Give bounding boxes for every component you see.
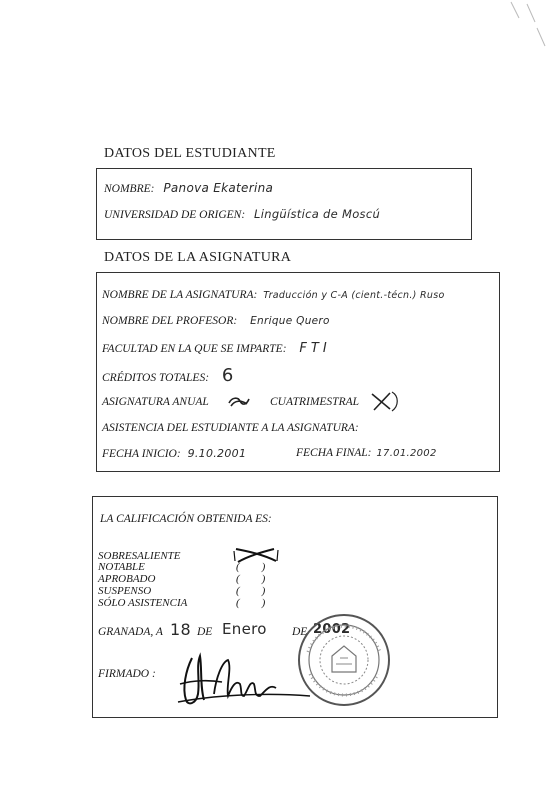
grade-title: LA CALIFICACIÓN OBTENIDA ES:	[100, 513, 272, 525]
firmado-label: FIRMADO :	[98, 668, 156, 680]
final-label: FECHA FINAL:	[296, 447, 372, 459]
grade-selected-mark	[232, 546, 282, 564]
cuatrimestral-row	[270, 396, 359, 408]
year-value: 2002	[313, 622, 351, 637]
grade-paren-aprobado: ( )	[236, 573, 266, 585]
fechas-row	[102, 447, 246, 460]
final-row	[296, 447, 437, 459]
profesor-row	[102, 315, 330, 327]
inicio-label: FECHA INICIO:	[102, 448, 181, 460]
student-section-title: DATOS DEL ESTUDIANTE	[104, 146, 276, 161]
asistencia-label: ASISTENCIA DEL ESTUDIANTE A LA ASIGNATURA:	[102, 422, 359, 434]
universidad-row	[104, 207, 380, 221]
facultad-row	[102, 341, 331, 356]
cuatrimestral-label: CUATRIMESTRAL	[270, 396, 360, 408]
inicio-value: 9.10.2001	[187, 447, 247, 460]
nombre-row	[104, 181, 273, 195]
scan-artifact	[505, 0, 550, 60]
place-label: GRANADA, A	[98, 626, 163, 638]
creditos-row	[102, 365, 234, 386]
creditos-label: CRÉDITOS TOTALES:	[102, 372, 210, 384]
asignatura-label: NOMBRE DE LA ASIGNATURA:	[102, 289, 258, 301]
asignatura-value: Traducción y C-A (cient.-técn.) Ruso	[263, 290, 445, 301]
final-value: 17.01.2002	[376, 448, 437, 459]
grade-paren-suspenso: ( )	[236, 585, 266, 597]
grade-notable: NOTABLE	[98, 561, 145, 573]
creditos-value: 6	[221, 365, 234, 386]
nombre-label: NOMBRE:	[104, 183, 155, 195]
asistencia-row	[102, 422, 359, 434]
grade-sobresaliente: SOBRESALIENTE	[98, 550, 181, 562]
month-value: Enero	[222, 620, 267, 638]
cuatrimestral-check-mark	[368, 390, 402, 412]
grade-paren-solo-asistencia: ( )	[236, 597, 266, 609]
student-box	[96, 168, 472, 240]
subject-section-title: DATOS DE LA ASIGNATURA	[104, 250, 292, 265]
universidad-value: Lingüística de Moscú	[254, 207, 381, 221]
de2-label: DE	[292, 626, 308, 638]
grade-aprobado: APROBADO	[98, 573, 156, 585]
asignatura-row	[102, 289, 445, 301]
de1-label: DE	[197, 626, 213, 638]
day-value: 18	[170, 620, 191, 639]
facultad-label: FACULTAD EN LA QUE SE IMPARTE:	[102, 343, 287, 355]
facultad-value: FTI	[299, 341, 331, 356]
universidad-label: UNIVERSIDAD DE ORIGEN:	[104, 209, 246, 221]
grade-solo-asistencia: SÓLO ASISTENCIA	[98, 597, 188, 609]
handwritten-signature	[170, 650, 320, 710]
profesor-label: NOMBRE DEL PROFESOR:	[102, 315, 238, 327]
profesor-value: Enrique Quero	[250, 315, 330, 327]
grade-paren-notable: ( )	[236, 561, 266, 573]
anual-label: ASIGNATURA ANUAL	[102, 396, 209, 408]
grade-suspenso: SUSPENSO	[98, 585, 152, 597]
tipo-row	[102, 396, 209, 408]
nombre-value: Panova Ekaterina	[163, 181, 274, 195]
anual-scribble-mark	[226, 394, 252, 410]
